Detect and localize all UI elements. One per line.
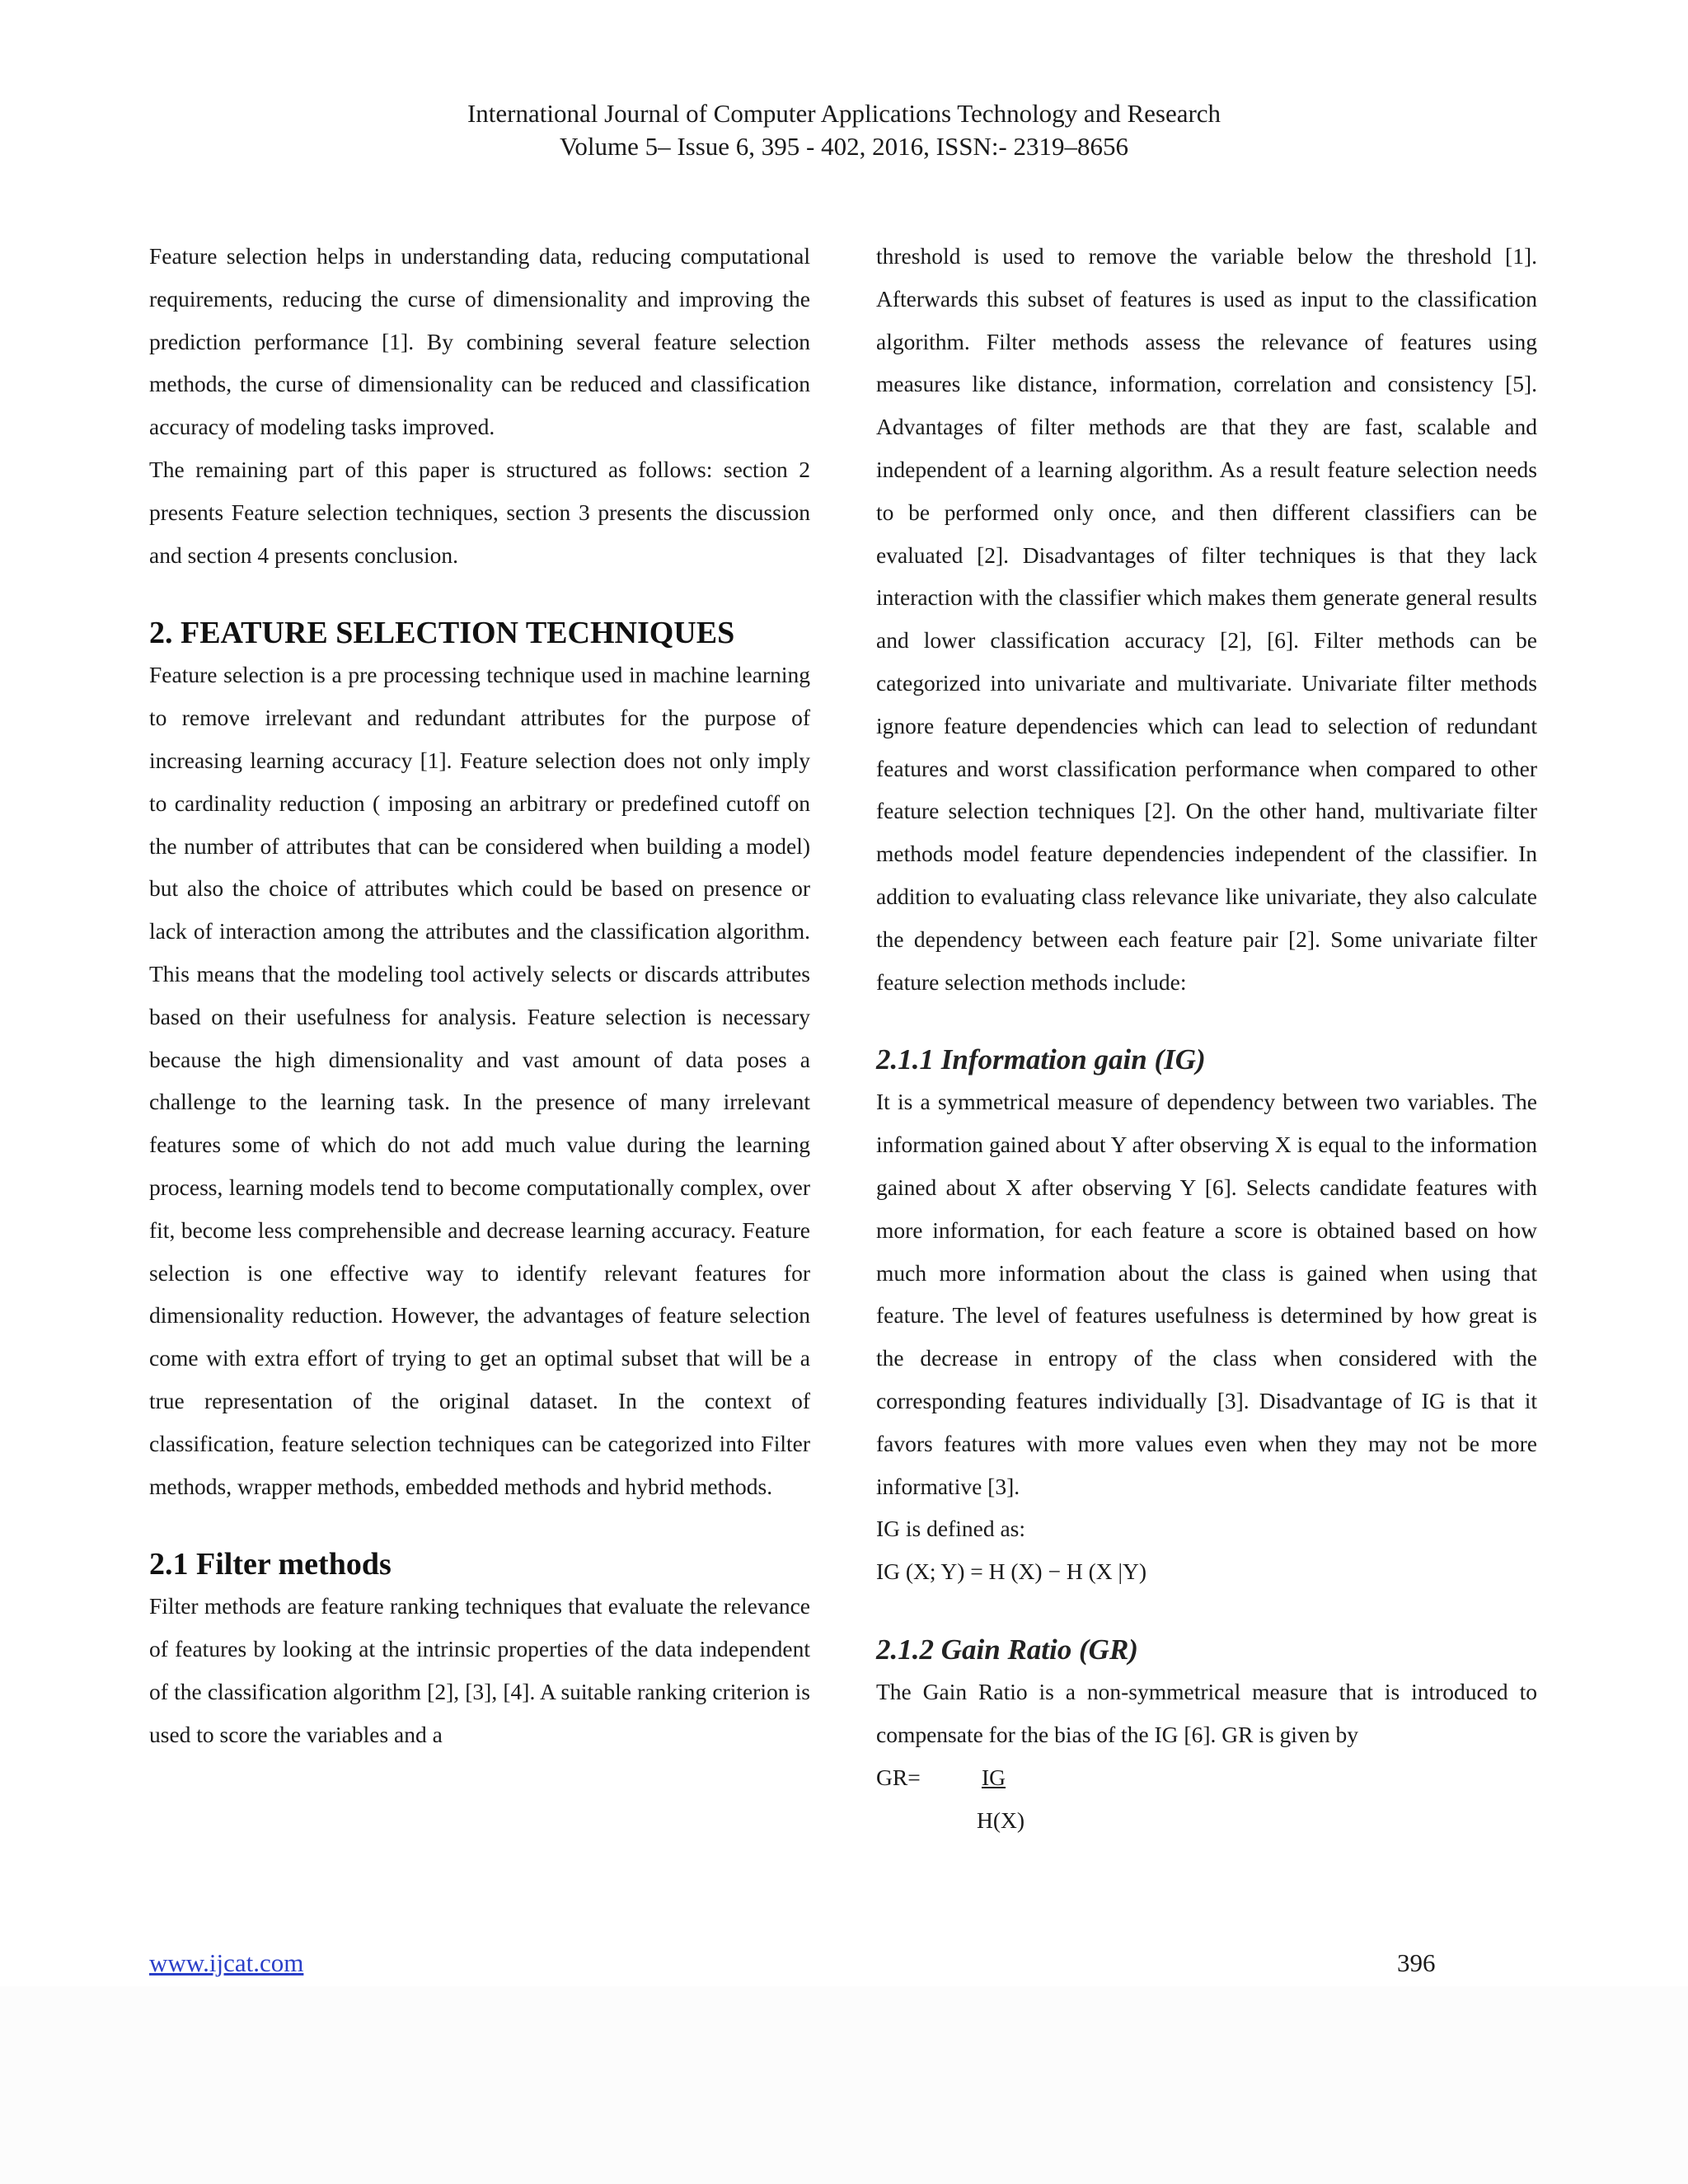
gr-formula-label: GR= [876,1764,921,1790]
section-2-paragraph: Feature selection is a pre processing technique used in machine learning to remove irrelevant and redundant attributes for the purpose of increasing learning accuracy [1]. Feature selection does not only imply to cardinality reduction ( imposing an arbitrary or predefined cutoff on the number of attributes that can be considered when building a model) but also the choice of attributes which could be based on presence or lack of interaction among the attributes and the classification algorithm. This means that the modeling tool actively selects or discards attributes based on their usefulness for analysis. Feature selection is necessary because the high dimensionality and vast amount of data poses a challenge to the learning task. In the presence of many irrelevant features some of which do not add much value during the learning process, learning models tend to become computationally complex, over fit, become less comprehensible and decrease learning accuracy. Feature selection is one effective way to identify relevant features for dimensionality reduction. However, the advantages of feature selection come with extra effort of trying to get an optimal subset that will be a true representation of the original dataset. In the context of classification, feature selection techniques can be categorized into Filter methods, wrapper methods, embedded methods and hybrid methods. [149,662,810,1499]
right-column [876,235,1537,1842]
gr-formula-numerator: IG [982,1764,1006,1790]
information-gain-paragraph: It is a symmetrical measure of dependency between two variables. The information gained about Y after observing X is equal to the information gained about X after observing Y [6]. Selects candidate features with more information, for each feature a score is obtained based on how much more information about the class is gained when using that feature. The level of features usefulness is determined by how great is the decrease in entropy of the class when considered with the corresponding features individually [3]. Disadvantage of IG is that it favors features with more values even when they may not be more informative [3]. [876,1089,1537,1499]
ig-defined-label: IG is defined as: [876,1516,1025,1542]
journal-title: International Journal of Computer Applications Technology and Research [467,99,1221,128]
gain-ratio-paragraph: The Gain Ratio is a non-symmetrical measure that is introduced to compensate for the bias of the IG [6]. GR is given by [876,1678,1537,1747]
filter-methods-continued-paragraph: threshold is used to remove the variable below the threshold [1]. Afterwards this subset of features is used as input to the classification algorithm. Filter methods assess the relevance of features using measures like distance, information, correlation and consistency [5]. Advantages of filter methods are that they are fast, scalable and independent of a learning algorithm. As a result feature selection needs to be performed only once, and then different classifiers can be evaluated [2]. Disadvantages of filter techniques is that they lack interaction with the classifier which makes them generate general results and lower classification accuracy [2], [6]. Filter methods can be categorized into univariate and multivariate. Univariate filter methods ignore feature dependencies which can lead to selection of redundant features and worst classification performance when compared to other feature selection techniques [2]. On the other hand, multivariate filter methods model feature dependencies independent of the classifier. In addition to evaluating class relevance like univariate, they also calculate the dependency between each feature pair [2]. Some univariate filter feature selection methods include: [876,243,1537,995]
left-column [149,235,810,1756]
gr-formula-denominator: H(X) [977,1807,1025,1833]
section-2-1-paragraph: Filter methods are feature ranking techniques that evaluate the relevance of features by looking at the intrinsic properties of the data independent of the classification algorithm [2], [3], [4]. A suitable ranking criterion is used to score the variables and a [149,1593,810,1747]
journal-volume-info: Volume 5– Issue 6, 395 - 402, 2016, ISSN:- 2319–8656 [559,132,1129,161]
intro-paragraph-1: Feature selection helps in understanding data, reducing computational requirements, reducing the curse of dimensionality and improving the prediction performance [1]. By combining several feature selection methods, the curse of dimensionality can be reduced and classification accuracy of modeling tasks improved. [149,243,810,440]
ig-formula: IG (X; Y) = H (X) − H (X |Y) [876,1558,1146,1585]
section-2-1-heading: 2.1 Filter methods [149,1547,392,1582]
page-number: 396 [1397,1948,1436,1977]
page-bottom-shade [0,1986,1688,2184]
gain-ratio-heading: 2.1.2 Gain Ratio (GR) [876,1633,1138,1666]
journal-website-link[interactable]: www.ijcat.com [149,1948,304,1977]
section-2-heading: 2. FEATURE SELECTION TECHNIQUES [149,616,735,651]
information-gain-heading: 2.1.1 Information gain (IG) [876,1043,1206,1076]
gain-ratio-formula [876,1756,1537,1842]
intro-paragraph-2: The remaining part of this paper is structured as follows: section 2 presents Feature selection techniques, section 3 presents the discussion and section 4 presents conclusion. [149,456,810,568]
journal-header [0,97,1688,163]
